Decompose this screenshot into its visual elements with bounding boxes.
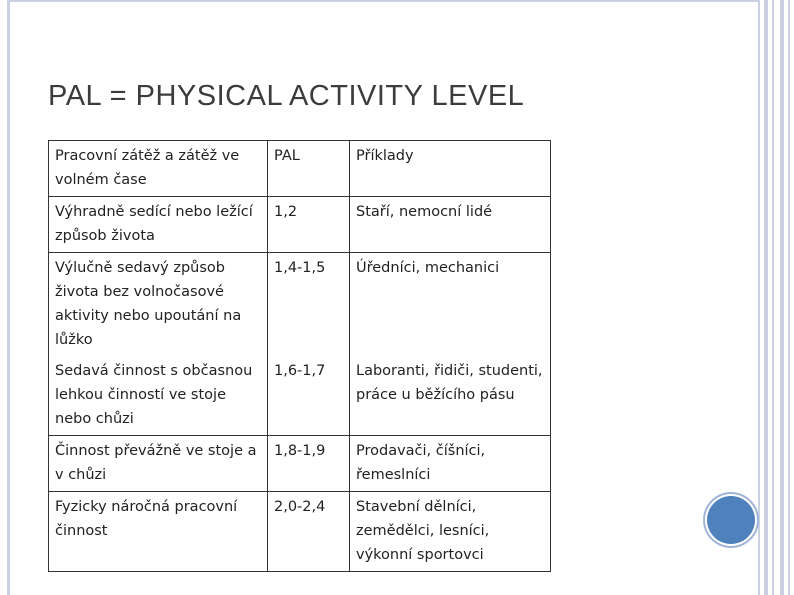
- cell-pal: 2,0-2,4: [268, 492, 350, 572]
- table-row: [49, 436, 551, 492]
- cell-examples: Prodavači, číšníci, řemeslníci: [350, 436, 551, 492]
- cell-examples: Laboranti, řidiči, studenti, práce u běžícího pásu: [350, 356, 551, 436]
- table-header-row: [49, 141, 551, 197]
- frame-right-line: [780, 0, 784, 595]
- table-row: [49, 356, 551, 436]
- cell-activity: Výhradně sedící nebo ležící způsob života: [49, 197, 268, 253]
- cell-examples: Staří, nemocní lidé: [350, 197, 551, 253]
- cell-examples: Stavební dělníci, zemědělci, lesníci, výkonní sportovci: [350, 492, 551, 572]
- decorative-circle: [707, 496, 755, 544]
- slide-title: PAL = PHYSICAL ACTIVITY LEVEL: [48, 80, 525, 112]
- cell-activity: Fyzicky náročná pracovní činnost: [49, 492, 268, 572]
- cell-activity: Sedavá činnost s občasnou lehkou činností ve stoje nebo chůzi: [49, 356, 268, 436]
- table-row: [49, 197, 551, 253]
- cell-pal: 1,6-1,7: [268, 356, 350, 436]
- cell-pal: 1,8-1,9: [268, 436, 350, 492]
- cell-pal: 1,2: [268, 197, 350, 253]
- frame-right-line: [758, 0, 760, 595]
- cell-examples: Úředníci, mechanici: [350, 253, 551, 357]
- header-cell-activity: Pracovní zátěž a zátěž ve volném čase: [49, 141, 268, 197]
- cell-pal: 1,4-1,5: [268, 253, 350, 357]
- frame-top-line: [7, 0, 760, 2]
- header-cell-examples: Příklady: [350, 141, 551, 197]
- frame-right-line: [772, 0, 774, 595]
- cell-activity: Činnost převážně ve stoje a v chůzi: [49, 436, 268, 492]
- cell-activity: Výlučně sedavý způsob života bez volnočasové aktivity nebo upoutání na lůžko: [49, 253, 268, 357]
- frame-right-line: [764, 0, 768, 595]
- pal-table: [48, 140, 551, 572]
- header-cell-pal: PAL: [268, 141, 350, 197]
- table-row: [49, 492, 551, 572]
- frame-left-line: [7, 0, 10, 595]
- table-row: [49, 253, 551, 357]
- frame-right-line: [788, 0, 790, 595]
